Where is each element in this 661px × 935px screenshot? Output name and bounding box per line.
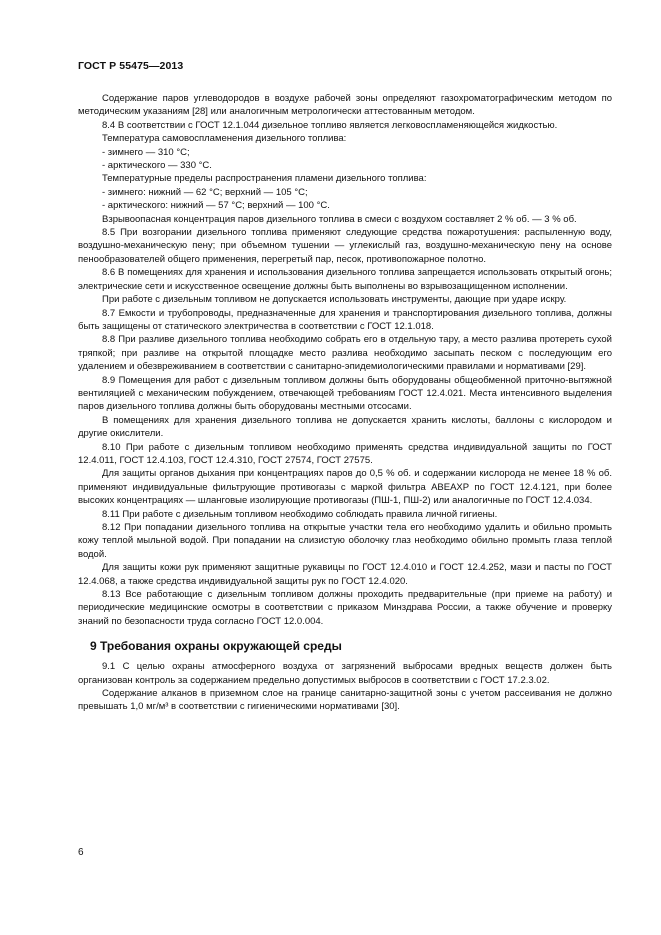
paragraph: Температура самовоспламенения дизельного топлива: [102,133,347,145]
paragraph: - арктического — 330 °С. [102,160,212,172]
section-heading: 9 Требования охраны окружающей среды [90,639,342,654]
paragraph: 8.13 Все работающие с дизельным топливом должны проходить предварительные (при приеме на работу) и периодические медицинские осмотры в соответствии с приказом Минздрава России, а также обучение и проверку знаний по безопасности труда согласно ГОСТ 12.0.004. [78,589,612,627]
paragraph: 8.10 При работе с дизельным топливом необходимо применять средства индивидуальной защиты по ГОСТ 12.4.011, ГОСТ 12.4.103, ГОСТ 12.4.310, ГОСТ 27574, ГОСТ 27575. [78,441,612,466]
document-header: ГОСТ Р 55475—2013 [78,60,184,72]
paragraph: - зимнего — 310 °С; [102,146,190,158]
paragraph: Для защиты органов дыхания при концентрациях паров до 0,5 % об. и содержании кислорода не менее 18 % об. применяют индивидуальные фильтрующие противогазы с маркой фильтра АВЕАХР по ГОСТ 12.4.121, при более высоких концентрациях — шланговые изолирующие противогазы (ПШ-1, ПШ-2) или аналогичные по ГОСТ 12.4.034. [78,468,612,507]
paragraph: 8.12 При попадании дизельного топлива на открытые участки тела его необходимо удалить и обильно промыть кожу теплой мыльной водой. При попадании на слизистую оболочку глаз необходимо обильно промыть глаза теплой водой. [78,522,612,560]
page-number: 6 [78,847,84,858]
paragraph: Взрывоопасная концентрация паров дизельного топлива в смеси с воздухом составляет 2 % об. — 3 % об. [102,213,577,225]
paragraph: Для защиты кожи рук применяют защитные рукавицы по ГОСТ 12.4.010 и ГОСТ 12.4.252, мази и пасты по ГОСТ 12.4.068, а также средства индивидуальной защиты рук по ГОСТ 12.4.020. [78,562,612,587]
document-body [78,92,612,714]
paragraph: 8.8 При разливе дизельного топлива необходимо собрать его в отдельную тару, а место разлива протереть сухой тряпкой; при разливе на открытой площадке место разлива необходимо засыпать песком с последующим его удалением и обезвреживанием в соответствии с санитарно-эпидемиологическими правилами и нормативами [29]. [78,334,612,373]
paragraph: Температурные пределы распространения пламени дизельного топлива: [102,173,427,185]
paragraph: 8.7 Емкости и трубопроводы, предназначенные для хранения и транспортирования дизельного топлива, должны быть защищены от статического электричества в соответствии с ГОСТ 12.1.018. [78,307,612,332]
paragraph: Содержание алканов в приземном слое на границе санитарно-защитной зоны с учетом рассеивания не должно превышать 1,0 мг/м³ в соответствии с гигиеническими нормативами [30]. [78,688,612,713]
paragraph: 8.4 В соответствии с ГОСТ 12.1.044 дизельное топливо является легковоспламеняющейся жидкостью. [102,119,558,131]
paragraph: - арктического: нижний — 57 °С; верхний — 100 °С. [102,200,330,212]
paragraph: 9.1 С целью охраны атмосферного воздуха от загрязнений выбросами вредных веществ должен быть организован контроль за содержанием предельно допустимых выбросов в соответствии с ГОСТ 17.2.3.02. [78,661,612,686]
paragraph: 8.5 При возгорании дизельного топлива применяют следующие средства пожаротушения: распыленную воду, воздушно-механическую пену; при объемном тушении — углекислый газ, воздушно-механическую пену на основе пенообразователей общего применения, перегретый пар, песок, противопожарное полотно. [78,227,612,265]
paragraph: При работе с дизельным топливом не допускается использовать инструменты, дающие при ударе искру. [102,294,567,306]
paragraph: 8.6 В помещениях для хранения и использования дизельного топлива запрещается использовать открытый огонь; электрические сети и искусственное освещение должны быть выполнены во взрывозащищенном исполнении. [78,267,612,292]
paragraph: В помещениях для хранения дизельного топлива не допускается хранить кислоты, баллоны с кислородом и другие окислители. [78,414,612,440]
paragraph: - зимнего: нижний — 62 °С; верхний — 105 °С; [102,186,308,198]
paragraph: Содержание паров углеводородов в воздухе рабочей зоны определяют газохроматографическим методом по методическим указаниям [28] или аналогичным метрологически аттестованным методом. [78,93,612,118]
paragraph: 8.9 Помещения для работ с дизельным топливом должны быть оборудованы общеобменной приточно-вытяжной вентиляцией с механическим побуждением, отвечающей требованиям ГОСТ 12.4.021. Места интенсивного выделения паров дизельного топлива должны быть оборудованы местными отсосами. [78,374,612,413]
paragraph: 8.11 При работе с дизельным топливом необходимо соблюдать правила личной гигиены. [102,508,498,520]
